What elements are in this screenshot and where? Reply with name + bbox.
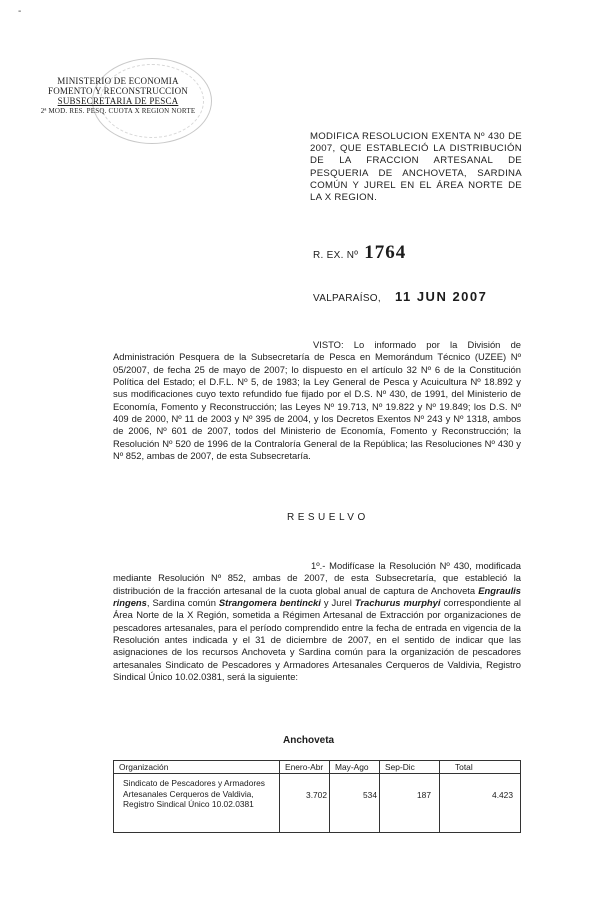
table-cell-organization: Sindicato de Pescadores y Armadores Artesanales Cerqueros de Valdivia, Registro Sindical Único 10.02.0381 [123,778,265,809]
article-1-lead: 1º.- Modifícase la Resolución Nº 430, modificada mediante Resolución Nº 852, ambas de 2007, de esta Subsecretaría, que estableció la distribución de la fracción artesanal de la cuota global anual de captura de Anchoveta [113,560,521,596]
table-header-total: Total [455,762,473,772]
resolution-number [313,242,406,264]
table-top-rule [113,760,521,761]
quota-table [113,760,521,850]
article-1-mid1: , Sardina común [146,597,219,609]
table-cell-sep-dic: 187 [417,790,431,800]
date-place: VALPARAÍSO, [313,293,381,304]
resolution-number-label: R. EX. Nº [313,250,359,261]
letterhead-reference: 2ª MOD. RES. PESQ. CUOTA X REGION NORTE [40,107,196,115]
letterhead [18,76,218,116]
resolution-subject: MODIFICA RESOLUCION EXENTA Nº 430 DE 2007, QUE ESTABLECIÓ LA DISTRIBUCIÓN DE LA FRACCION ARTESANAL DE PESQUERIA DE ANCHOVETA, SARDINA COMÚN Y JUREL EN EL ÁREA NORTE DE LA X REGION. [310,131,522,204]
letterhead-department: FOMENTO Y RECONSTRUCCION [48,86,188,96]
table-left-border [113,760,114,832]
table-header-may-ago: May-Ago [335,762,369,772]
table-title: Anchoveta [283,735,335,746]
resolution-date [313,289,487,304]
species-anchoveta: Engraulis ringens [113,584,521,609]
table-header-enero-abr: Enero-Abr [285,762,324,772]
table-col-divider [439,760,440,832]
corner-mark: - [18,6,22,17]
article-1-tail: correspondiente al Área Norte de la X Región, sometida a Régimen Artesanal de Extracción por organizaciones de pescadores artesanales, para el período comprendido entre la fecha de entrada en vigencia de la Resolución antes indicada y el 31 de diciembre de 2007, en el sentido de indicar que las asignaciones de los recursos Anchoveta y Sardina común para la organización de pescadores artesanales Sindicato de Pescadores y Armadores Artesanales Cerqueros de Valdivia, Registro Sindical Único 10.02.0381, será la siguiente: [113,597,521,683]
resuelvo-heading: RESUELVO [287,512,369,523]
table-col-divider [329,760,330,832]
date-stamp: 11 JUN 2007 [394,289,488,304]
letterhead-ministry: MINISTERIO DE ECONOMIA [57,76,179,86]
letterhead-subsecretaria: SUBSECRETARIA DE PESCA [57,96,179,106]
table-col-divider [379,760,380,832]
table-header-organization: Organización [119,762,169,772]
article-1-mid2: y Jurel [320,597,355,609]
table-right-border [520,760,521,832]
table-col-divider [279,760,280,832]
table-cell-total: 4.423 [492,790,513,800]
visto-paragraph: VISTO: Lo informado por la División de Administración Pesquera de la Subsecretaría de Pesca en Memorándum Técnico (UZEE) Nº 05/2007, de fecha 25 de mayo de 2007; lo dispuesto en el artículo 32 Nº 6 de la Constitución Política del Estado; el D.F.L. Nº 5, de 1983; la Ley General de Pesca y Acuicultura Nº 18.892 y sus modificaciones cuyo texto refundido fue fijado por el D.S. Nº 430, de 1991, del Ministerio de Economía, Fomento y Reconstrucción; las Leyes Nº 19.713, Nº 19.822 y Nº 19.849; los D.S. Nº 409 de 2000, Nº 11 de 2003 y Nº 395 de 2004, y los Decretos Exentos Nº 243 y Nº 1318, ambos de 2006, Nº 601 de 2007, todos del Ministerio de Economía, Fomento y Reconstrucción; la Resolución Nº 520 de 1996 de la Contraloría General de la República; las Resoluciones Nº 430 y Nº 852, ambas de 2007, de esta Subsecretaría. [113,339,521,462]
species-jurel: Trachurus murphyi [354,597,441,609]
resolution-number-value: 1764 [364,242,407,263]
article-1-paragraph [113,560,521,683]
table-header-rule [113,773,521,774]
species-sardina: Strangomera bentincki [218,597,321,609]
table-cell-enero-abr: 3.702 [306,790,327,800]
table-bottom-rule [113,832,521,833]
table-cell-may-ago: 534 [363,790,377,800]
table-header-sep-dic: Sep-Dic [385,762,415,772]
